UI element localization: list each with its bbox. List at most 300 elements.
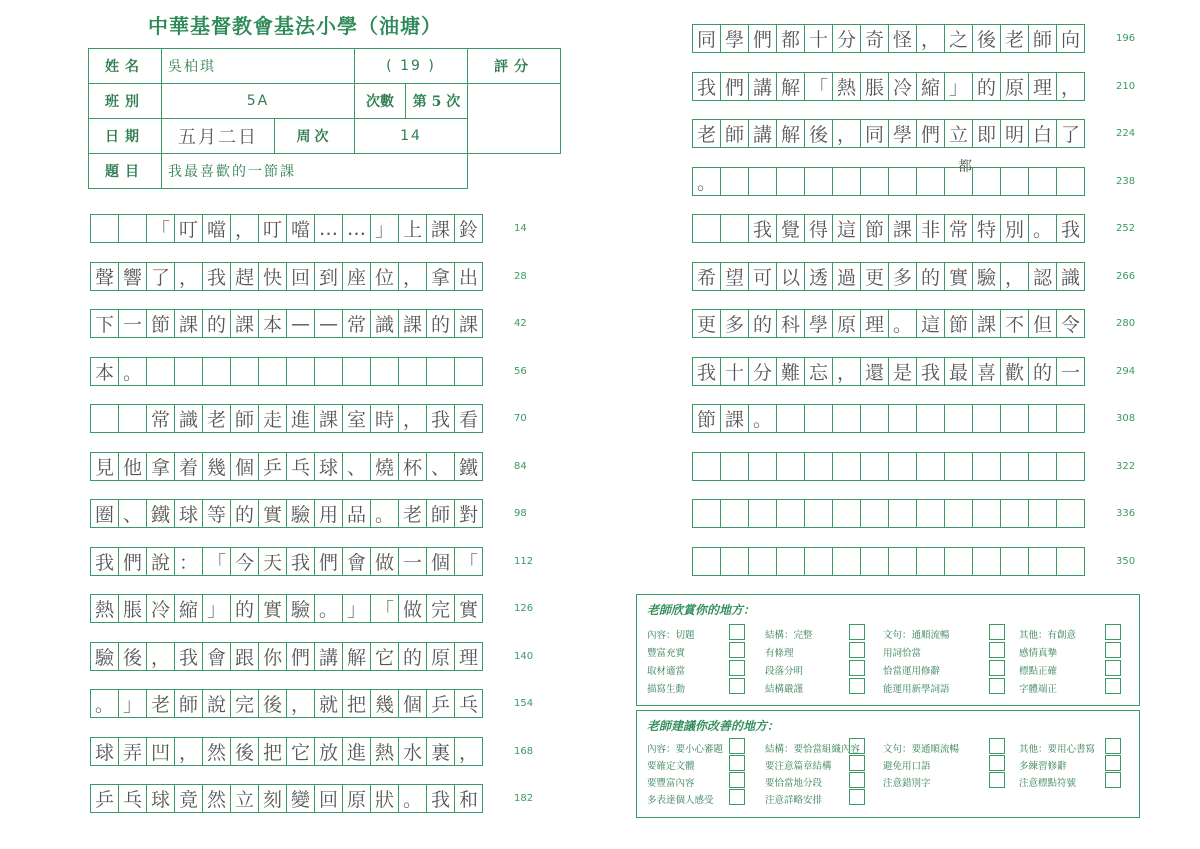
criterion-label: 其他：有創意 [1019, 630, 1077, 641]
criterion-checkbox[interactable] [729, 678, 745, 694]
grid-cell: 驗 [90, 642, 119, 671]
grid-cell: 看 [454, 404, 483, 433]
grid-cell: 進 [342, 737, 371, 766]
row-char-count: 266 [1116, 270, 1136, 282]
week-label: 周次 [296, 129, 333, 145]
grid-cell: 上 [398, 214, 427, 243]
grid-cell: 原 [832, 309, 861, 338]
criterion-checkbox[interactable] [989, 755, 1005, 771]
grid-cell: 乓 [286, 452, 315, 481]
criterion-checkbox[interactable] [1105, 678, 1121, 694]
grid-cell: 幾 [370, 689, 399, 718]
grid-cell: 它 [286, 737, 315, 766]
grid-cell: 理 [454, 642, 483, 671]
grid-cell: 更 [692, 309, 721, 338]
criterion-label: 有條理 [765, 648, 794, 659]
grid-cell: 時 [370, 404, 399, 433]
grid-cell: 怪 [888, 24, 917, 53]
criterion-checkbox[interactable] [729, 772, 745, 788]
date-value: 五月二日 [162, 119, 275, 153]
grid-cell: ， [916, 24, 945, 53]
grid-cell: 課 [174, 309, 203, 338]
criterion-label: 能運用新學詞語 [883, 684, 950, 695]
grid-cell: 座 [342, 262, 371, 291]
grid-cell: 本 [258, 309, 287, 338]
grid-cell: 和 [454, 784, 483, 813]
row-char-count: 238 [1116, 175, 1136, 187]
grid-cell: 、 [342, 452, 371, 481]
grid-cell: 後 [972, 24, 1001, 53]
grid-cell [90, 404, 119, 433]
grid-cell [1056, 167, 1085, 196]
grid-cell: 的 [748, 309, 777, 338]
criterion-label: 文句：通順流暢 [883, 630, 950, 641]
criterion-checkbox[interactable] [989, 772, 1005, 788]
grid-cell [860, 167, 889, 196]
grid-cell: ： [174, 547, 203, 576]
grid-cell: 完 [426, 594, 455, 623]
grid-cell: 叮 [258, 214, 287, 243]
grid-cell: 「 [202, 547, 231, 576]
grid-cell: 驗 [286, 594, 315, 623]
grid-cell: 乓 [454, 689, 483, 718]
grid-cell [916, 499, 945, 528]
grid-cell: 實 [944, 262, 973, 291]
grid-cell: 講 [748, 72, 777, 101]
criterion-checkbox[interactable] [989, 660, 1005, 676]
criterion-checkbox[interactable] [729, 738, 745, 754]
grid-cell: 杯 [398, 452, 427, 481]
row-char-count: 42 [514, 318, 527, 329]
grid-cell: 向 [1056, 24, 1085, 53]
grid-cell: 課 [888, 214, 917, 243]
criterion-label: 內容：要小心審題 [647, 744, 724, 755]
grid-cell: 弄 [118, 737, 147, 766]
grid-cell: 我 [748, 214, 777, 243]
grid-cell: 脹 [118, 594, 147, 623]
grid-cell: 明 [1000, 119, 1029, 148]
grid-cell: 識 [370, 309, 399, 338]
grid-cell: 」 [202, 594, 231, 623]
grid-cell: — [314, 309, 343, 338]
grid-cell: 把 [342, 689, 371, 718]
grid-cell [888, 547, 917, 576]
grid-cell: 放 [314, 737, 343, 766]
criterion-checkbox[interactable] [729, 624, 745, 640]
grid-row [692, 309, 1084, 338]
grid-row [90, 309, 482, 338]
grid-cell: 就 [314, 689, 343, 718]
criterion-label: 字體端正 [1019, 684, 1058, 695]
grid-cell: ， [398, 404, 427, 433]
criterion-checkbox[interactable] [989, 642, 1005, 658]
grid-cell [118, 214, 147, 243]
row-char-count: 308 [1116, 413, 1136, 424]
grid-cell: 老 [202, 404, 231, 433]
grid-cell: 的 [230, 594, 259, 623]
grid-cell: 快 [258, 262, 287, 291]
grid-cell [146, 357, 175, 386]
grid-cell: 然 [202, 737, 231, 766]
grid-cell [888, 499, 917, 528]
grid-cell: 老 [1000, 24, 1029, 53]
grid-cell [1028, 167, 1057, 196]
grid-cell: 。 [888, 309, 917, 338]
grid-cell: 球 [90, 737, 119, 766]
grid-cell: 我 [90, 547, 119, 576]
grid-cell: 我 [692, 72, 721, 101]
grid-cell: 」 [118, 689, 147, 718]
grid-cell: 拿 [146, 452, 175, 481]
grid-cell: 室 [342, 404, 371, 433]
grid-cell [972, 547, 1001, 576]
grid-cell: … [342, 214, 371, 243]
times-label: 次數 [355, 84, 406, 118]
grid-cell: 師 [230, 404, 259, 433]
grid-cell: 們 [314, 547, 343, 576]
grid-cell: 乓 [118, 784, 147, 813]
grid-cell: 節 [860, 214, 889, 243]
row-char-count: 98 [514, 508, 527, 519]
grid-cell [860, 547, 889, 576]
criterion-checkbox[interactable] [729, 642, 745, 658]
grid-cell [426, 357, 455, 386]
grid-cell: 位 [370, 262, 399, 291]
row-char-count: 182 [514, 793, 534, 804]
grid-cell [1028, 404, 1057, 433]
row-char-count: 252 [1116, 223, 1136, 234]
row-char-count: 210 [1116, 80, 1136, 92]
grid-cell [1056, 452, 1085, 481]
grid-cell: 望 [720, 262, 749, 291]
grid-row [90, 784, 482, 813]
grid-cell [804, 452, 833, 481]
grid-cell: 識 [174, 404, 203, 433]
grid-cell [804, 547, 833, 576]
criterion-label: 要恰當地分段 [765, 778, 823, 789]
grid-cell [1000, 404, 1029, 433]
grid-cell: 難 [776, 357, 805, 386]
criterion-checkbox[interactable] [1105, 738, 1121, 754]
grid-cell: 跟 [230, 642, 259, 671]
grid-cell: 驗 [286, 499, 315, 528]
criterion-checkbox[interactable] [989, 624, 1005, 640]
grid-cell: 理 [860, 309, 889, 338]
criterion-checkbox[interactable] [849, 660, 865, 676]
grid-cell: 「 [804, 72, 833, 101]
grid-cell: 會 [202, 642, 231, 671]
grid-cell: 我 [692, 357, 721, 386]
grid-cell: 解 [342, 642, 371, 671]
grid-cell: ， [174, 262, 203, 291]
grid-cell: ， [286, 689, 315, 718]
grid-cell: 回 [286, 262, 315, 291]
grid-cell: 熱 [90, 594, 119, 623]
grid-cell [692, 547, 721, 576]
grid-cell: 「 [146, 214, 175, 243]
grid-cell: 縮 [174, 594, 203, 623]
grid-cell: ， [454, 737, 483, 766]
grid-cell [916, 452, 945, 481]
grid-cell: 們 [118, 547, 147, 576]
grid-cell: 完 [230, 689, 259, 718]
grid-cell: 節 [944, 309, 973, 338]
grid-cell: 奇 [860, 24, 889, 53]
grid-cell: 得 [804, 214, 833, 243]
criterion-checkbox[interactable] [1105, 755, 1121, 771]
grid-cell: 歡 [1000, 357, 1029, 386]
grid-cell: 燒 [370, 452, 399, 481]
grid-cell [748, 499, 777, 528]
grid-cell: 乒 [258, 452, 287, 481]
grid-cell: 老 [146, 689, 175, 718]
grid-cell: ， [398, 262, 427, 291]
grid-cell [804, 499, 833, 528]
grid-cell: 它 [370, 642, 399, 671]
grid-cell: 解 [776, 119, 805, 148]
criterion-label: 多表達個人感受 [647, 795, 714, 806]
grid-cell [342, 357, 371, 386]
grid-cell [1000, 167, 1029, 196]
grid-cell: 十 [720, 357, 749, 386]
class-label: 班別 [89, 84, 162, 119]
grid-cell [370, 357, 399, 386]
row-char-count: 168 [514, 745, 534, 757]
grid-cell: ， [832, 357, 861, 386]
grid-cell: 我 [426, 784, 455, 813]
grid-cell [944, 452, 973, 481]
row-char-count: 14 [514, 223, 527, 234]
criterion-checkbox[interactable] [849, 678, 865, 694]
grid-cell [720, 452, 749, 481]
grid-cell: 竟 [174, 784, 203, 813]
grid-cell: 理 [1028, 72, 1057, 101]
grid-row [90, 357, 482, 386]
grid-cell [692, 452, 721, 481]
grid-cell [1056, 547, 1085, 576]
grid-cell: 我 [1056, 214, 1085, 243]
row-char-count: 280 [1116, 318, 1136, 329]
grid-row [90, 499, 482, 528]
grid-row [90, 737, 482, 766]
grid-cell: 出 [454, 262, 483, 291]
criterion-label: 多練習修辭 [1019, 761, 1067, 772]
grid-cell: 科 [776, 309, 805, 338]
criterion-label: 要注意篇章結構 [765, 761, 832, 772]
grid-cell [692, 214, 721, 243]
grid-row [90, 404, 482, 433]
grid-cell: 的 [426, 309, 455, 338]
grid-row [692, 167, 1084, 196]
criterion-checkbox[interactable] [989, 678, 1005, 694]
grid-cell: 學 [804, 309, 833, 338]
grid-cell: 老 [692, 119, 721, 148]
grid-cell: 變 [286, 784, 315, 813]
grid-cell [776, 167, 805, 196]
grid-cell: 」 [370, 214, 399, 243]
grid-cell [748, 547, 777, 576]
criterion-checkbox[interactable] [1105, 624, 1121, 640]
criterion-checkbox[interactable] [849, 755, 865, 771]
grid-cell: 覺 [776, 214, 805, 243]
criterion-label: 注意詳略安排 [765, 795, 823, 806]
grid-cell: 最 [944, 357, 973, 386]
grid-row [692, 547, 1084, 576]
topic-label: 題目 [89, 154, 162, 189]
grid-cell: 個 [426, 547, 455, 576]
criterion-checkbox[interactable] [729, 789, 745, 805]
grid-row [692, 357, 1084, 386]
grid-cell: 我 [174, 642, 203, 671]
criterion-checkbox[interactable] [729, 660, 745, 676]
grid-cell: 節 [692, 404, 721, 433]
grid-cell [832, 404, 861, 433]
grid-cell: 分 [832, 24, 861, 53]
grid-cell: 」 [944, 72, 973, 101]
grid-cell [720, 499, 749, 528]
grid-cell: 這 [916, 309, 945, 338]
grid-cell [776, 499, 805, 528]
grid-cell [832, 167, 861, 196]
grid-cell: 等 [202, 499, 231, 528]
grid-cell [804, 404, 833, 433]
grid-cell: 鈴 [454, 214, 483, 243]
grid-cell: 個 [398, 689, 427, 718]
criterion-checkbox[interactable] [1105, 642, 1121, 658]
grid-cell: 我 [202, 262, 231, 291]
grid-cell: 分 [748, 357, 777, 386]
grid-cell [972, 404, 1001, 433]
grid-cell: 實 [258, 594, 287, 623]
criterion-label: 其他：要用心書寫 [1019, 744, 1096, 755]
grid-cell: … [314, 214, 343, 243]
date-label: 日期 [89, 119, 162, 154]
criterion-label: 結構：要恰當組織內容 [765, 744, 861, 755]
grid-cell: 後 [804, 119, 833, 148]
grid-cell [118, 404, 147, 433]
row-char-count: 224 [1116, 128, 1136, 139]
criterion-label: 恰當運用修辭 [883, 666, 941, 677]
grid-cell: 做 [370, 547, 399, 576]
row-char-count: 294 [1116, 365, 1136, 377]
grid-cell: 常 [342, 309, 371, 338]
grid-cell: 幾 [202, 452, 231, 481]
grid-cell: 響 [118, 262, 147, 291]
grid-row [90, 689, 482, 718]
grid-cell: 一 [1056, 357, 1085, 386]
grid-cell [286, 357, 315, 386]
criterion-checkbox[interactable] [729, 755, 745, 771]
grid-cell [832, 547, 861, 576]
grid-cell: 到 [314, 262, 343, 291]
grid-cell: 學 [888, 119, 917, 148]
grid-cell [1000, 547, 1029, 576]
grid-cell [888, 167, 917, 196]
criterion-checkbox[interactable] [849, 624, 865, 640]
criterion-checkbox[interactable] [989, 738, 1005, 754]
grid-cell: 課 [972, 309, 1001, 338]
grid-cell: 課 [398, 309, 427, 338]
grid-cell: 冷 [888, 72, 917, 101]
criterion-label: 注意錯別字 [883, 778, 931, 789]
grid-cell: 課 [454, 309, 483, 338]
grid-cell: 球 [174, 499, 203, 528]
grid-cell: 的 [202, 309, 231, 338]
criterion-checkbox[interactable] [849, 772, 865, 788]
score-label: 評分 [468, 49, 561, 84]
inserted-character: 都 [958, 159, 972, 175]
grid-cell: 個 [230, 452, 259, 481]
grid-cell: 。 [370, 499, 399, 528]
grid-cell: 希 [692, 262, 721, 291]
grid-cell: 師 [1028, 24, 1057, 53]
criterion-checkbox[interactable] [849, 789, 865, 805]
grid-cell: 以 [776, 262, 805, 291]
grid-cell: 凹 [146, 737, 175, 766]
grid-cell: 還 [860, 357, 889, 386]
grid-cell: 們 [748, 24, 777, 53]
grid-cell: 。 [118, 357, 147, 386]
class-value: 5A [162, 84, 355, 119]
grid-cell: 的 [916, 262, 945, 291]
grid-cell: 縮 [916, 72, 945, 101]
grid-cell: 老 [398, 499, 427, 528]
grid-cell: 過 [832, 262, 861, 291]
appreciation-title: 老師欣賞你的地方： [647, 603, 756, 617]
criterion-checkbox[interactable] [1105, 772, 1121, 788]
grid-cell: 走 [258, 404, 287, 433]
grid-cell: 聲 [90, 262, 119, 291]
criterion-label: 注意標點符號 [1019, 778, 1077, 789]
criterion-label: 避免用口語 [883, 761, 931, 772]
grid-cell: 的 [1028, 357, 1057, 386]
grid-cell [720, 167, 749, 196]
grid-cell: 把 [258, 737, 287, 766]
grid-cell: 識 [1056, 262, 1085, 291]
grid-cell: ， [832, 119, 861, 148]
grid-cell: 、 [118, 499, 147, 528]
grid-cell: 特 [972, 214, 1001, 243]
criterion-checkbox[interactable] [1105, 660, 1121, 676]
grid-cell: 更 [860, 262, 889, 291]
grid-cell: 的 [398, 642, 427, 671]
grid-cell: 裏 [426, 737, 455, 766]
grid-cell: 了 [146, 262, 175, 291]
grid-cell: 都 [776, 24, 805, 53]
grid-cell [972, 499, 1001, 528]
grid-cell: 非 [916, 214, 945, 243]
grid-cell: 別 [1000, 214, 1029, 243]
grid-cell: 原 [1000, 72, 1029, 101]
grid-cell: 球 [146, 784, 175, 813]
grid-cell: 拿 [426, 262, 455, 291]
grid-cell: 圈 [90, 499, 119, 528]
criterion-checkbox[interactable] [849, 642, 865, 658]
criterion-checkbox[interactable] [849, 738, 865, 754]
info-table [88, 48, 561, 189]
grid-cell: 本 [90, 357, 119, 386]
score-box [468, 84, 561, 154]
grid-cell [202, 357, 231, 386]
grid-row [90, 547, 482, 576]
grid-cell: 球 [314, 452, 343, 481]
grid-cell: 喜 [972, 357, 1001, 386]
criterion-label: 內容：切題 [647, 630, 695, 641]
grid-cell: 師 [720, 119, 749, 148]
grid-cell: 常 [944, 214, 973, 243]
grid-cell: 課 [230, 309, 259, 338]
grid-cell: 常 [146, 404, 175, 433]
